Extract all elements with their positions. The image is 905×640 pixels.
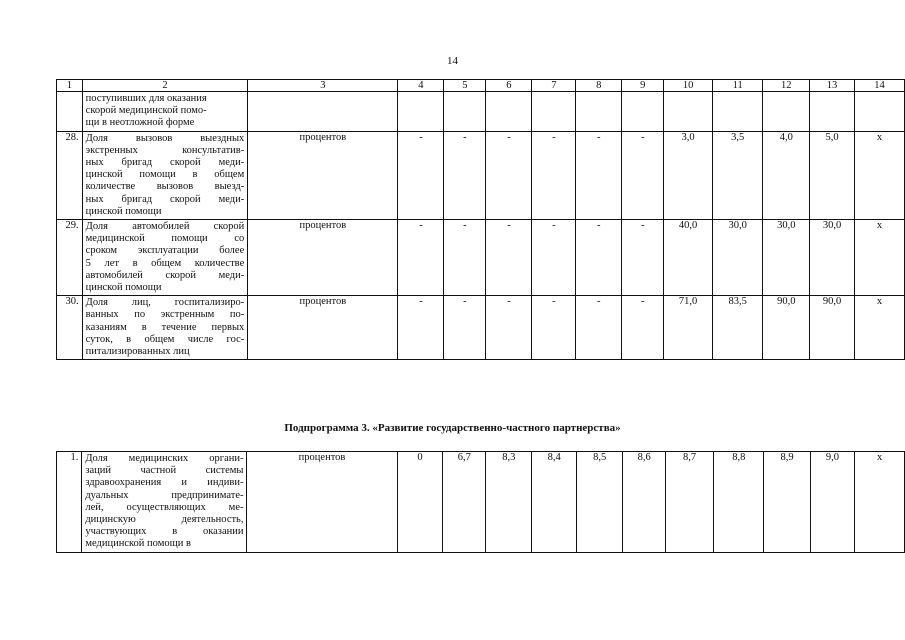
description-line: цинской помощи в общем [85, 169, 245, 181]
description-line: участвующих в оказании [85, 526, 244, 538]
description-line: цинской помощи [85, 205, 162, 217]
description-line: медицинской помощи в [85, 538, 191, 550]
unit-cell: процентов [248, 131, 398, 219]
value-cell: - [398, 220, 444, 296]
value-cell [576, 92, 622, 132]
description-line: лей, осуществляющих ме- [85, 501, 244, 513]
value-cell: 3,0 [664, 131, 713, 219]
value-cell: 8,4 [532, 452, 577, 553]
value-cell: 8,7 [665, 452, 713, 553]
description-line: питализированных лиц [85, 346, 190, 358]
column-header-2: 2 [82, 80, 248, 92]
description-line: щи в неотложной форме [85, 117, 195, 129]
value-cell: - [622, 220, 664, 296]
value-cell: x [854, 220, 904, 296]
value-cell: 40,0 [664, 220, 713, 296]
row-number-cell [57, 92, 83, 132]
description-line: суток, в общем числе гос- [85, 333, 245, 345]
description-line: Доля медицинских органи- [85, 453, 244, 464]
description-line: дуальных предпринимате- [85, 489, 244, 501]
value-cell: 5,0 [810, 131, 855, 219]
row-number: 30. [57, 296, 83, 360]
column-header-4: 4 [398, 80, 444, 92]
description-line: автомобилей скорой меди- [85, 269, 245, 281]
row-number: 28. [57, 131, 83, 219]
indicator-description [82, 131, 248, 219]
value-cell: - [444, 131, 486, 219]
column-header-1: 1 [57, 80, 83, 92]
value-cell: - [576, 296, 622, 360]
description-line: экстренных консультатив- [85, 144, 245, 156]
value-cell: - [398, 296, 444, 360]
value-cell [622, 92, 664, 132]
value-cell [712, 92, 762, 132]
unit-cell: процентов [248, 220, 398, 296]
table-row [57, 452, 905, 553]
description-line: Доля автомобилей скорой [85, 221, 245, 233]
value-cell: - [486, 220, 532, 296]
value-cell [664, 92, 713, 132]
value-cell: 90,0 [810, 296, 855, 360]
value-cell: 30,0 [810, 220, 855, 296]
value-cell [486, 92, 532, 132]
value-cell: 4,0 [763, 131, 810, 219]
value-cell: x [855, 452, 905, 553]
description-line: сроком эксплуатации более [85, 245, 245, 257]
value-cell: - [622, 131, 664, 219]
value-cell: - [576, 131, 622, 219]
unit-cell: процентов [247, 452, 397, 553]
description-line: Доля вызовов выездных [85, 132, 245, 144]
value-cell [763, 92, 810, 132]
value-cell: - [398, 131, 444, 219]
description-line: ных бригад скорой меди- [85, 193, 245, 205]
value-cell: 0 [397, 452, 443, 553]
table-row [57, 131, 905, 219]
value-cell: - [486, 131, 532, 219]
value-cell: - [444, 296, 486, 360]
value-cell: x [854, 296, 904, 360]
column-header-13: 13 [810, 80, 855, 92]
value-cell [398, 92, 444, 132]
value-cell: 8,8 [714, 452, 764, 553]
value-cell: 90,0 [763, 296, 810, 360]
value-cell: 8,3 [486, 452, 532, 553]
column-header-3: 3 [248, 80, 398, 92]
description-line: Доля лиц, госпитализиро- [85, 297, 245, 309]
value-cell: - [622, 296, 664, 360]
column-header-row [57, 80, 905, 92]
column-header-8: 8 [576, 80, 622, 92]
description-line: здравоохранения и индиви- [85, 477, 244, 489]
subprogram-3-table [56, 451, 905, 553]
description-line: заций частной системы [85, 465, 244, 477]
unit-cell: процентов [248, 296, 398, 360]
row-number: 29. [57, 220, 83, 296]
value-cell: 30,0 [712, 220, 762, 296]
description-line: скорой медицинской помо- [85, 105, 207, 117]
column-header-10: 10 [664, 80, 713, 92]
indicator-description [82, 296, 248, 360]
table-row [57, 296, 905, 360]
column-header-12: 12 [763, 80, 810, 92]
description-line: медицинской помощи со [85, 233, 245, 245]
description-line: дицинскую деятельность, [85, 514, 244, 526]
value-cell: - [486, 296, 532, 360]
value-cell: 30,0 [763, 220, 810, 296]
value-cell: - [532, 296, 576, 360]
indicators-table [56, 79, 905, 360]
value-cell: 71,0 [664, 296, 713, 360]
value-cell: - [444, 220, 486, 296]
value-cell: 3,5 [712, 131, 762, 219]
value-cell [444, 92, 486, 132]
value-cell [810, 92, 855, 132]
indicator-description [82, 452, 247, 553]
row-number: 1. [57, 452, 82, 553]
column-header-5: 5 [444, 80, 486, 92]
description-line: 5 лет в общем количестве [85, 257, 245, 269]
table-row-continued [57, 92, 905, 132]
subprogram-title: Подпрограмма 3. «Развитие государственно-частного партнерства» [284, 422, 621, 434]
description-line: казаниям в течение первых [85, 321, 245, 333]
description-line: ванных по экстренным по- [85, 309, 245, 321]
table-row [57, 220, 905, 296]
value-cell: 83,5 [712, 296, 762, 360]
value-cell: 9,0 [810, 452, 855, 553]
value-cell: - [576, 220, 622, 296]
description-line: количестве вызовов выезд- [85, 181, 245, 193]
value-cell: - [532, 220, 576, 296]
description-line: цинской помощи [85, 282, 162, 294]
unit-cell [248, 92, 398, 132]
column-header-11: 11 [712, 80, 762, 92]
indicator-description [82, 92, 248, 132]
value-cell [532, 92, 576, 132]
value-cell: 8,5 [576, 452, 622, 553]
column-header-9: 9 [622, 80, 664, 92]
page-number: 14 [447, 55, 458, 67]
column-header-7: 7 [532, 80, 576, 92]
description-line: поступивших для оказания [85, 93, 207, 104]
column-header-14: 14 [854, 80, 904, 92]
value-cell: 8,9 [764, 452, 810, 553]
value-cell [854, 92, 904, 132]
value-cell: - [532, 131, 576, 219]
value-cell: 6,7 [443, 452, 486, 553]
description-line: ных бригад скорой меди- [85, 157, 245, 169]
indicator-description [82, 220, 248, 296]
value-cell: x [854, 131, 904, 219]
value-cell: 8,6 [623, 452, 666, 553]
column-header-6: 6 [486, 80, 532, 92]
